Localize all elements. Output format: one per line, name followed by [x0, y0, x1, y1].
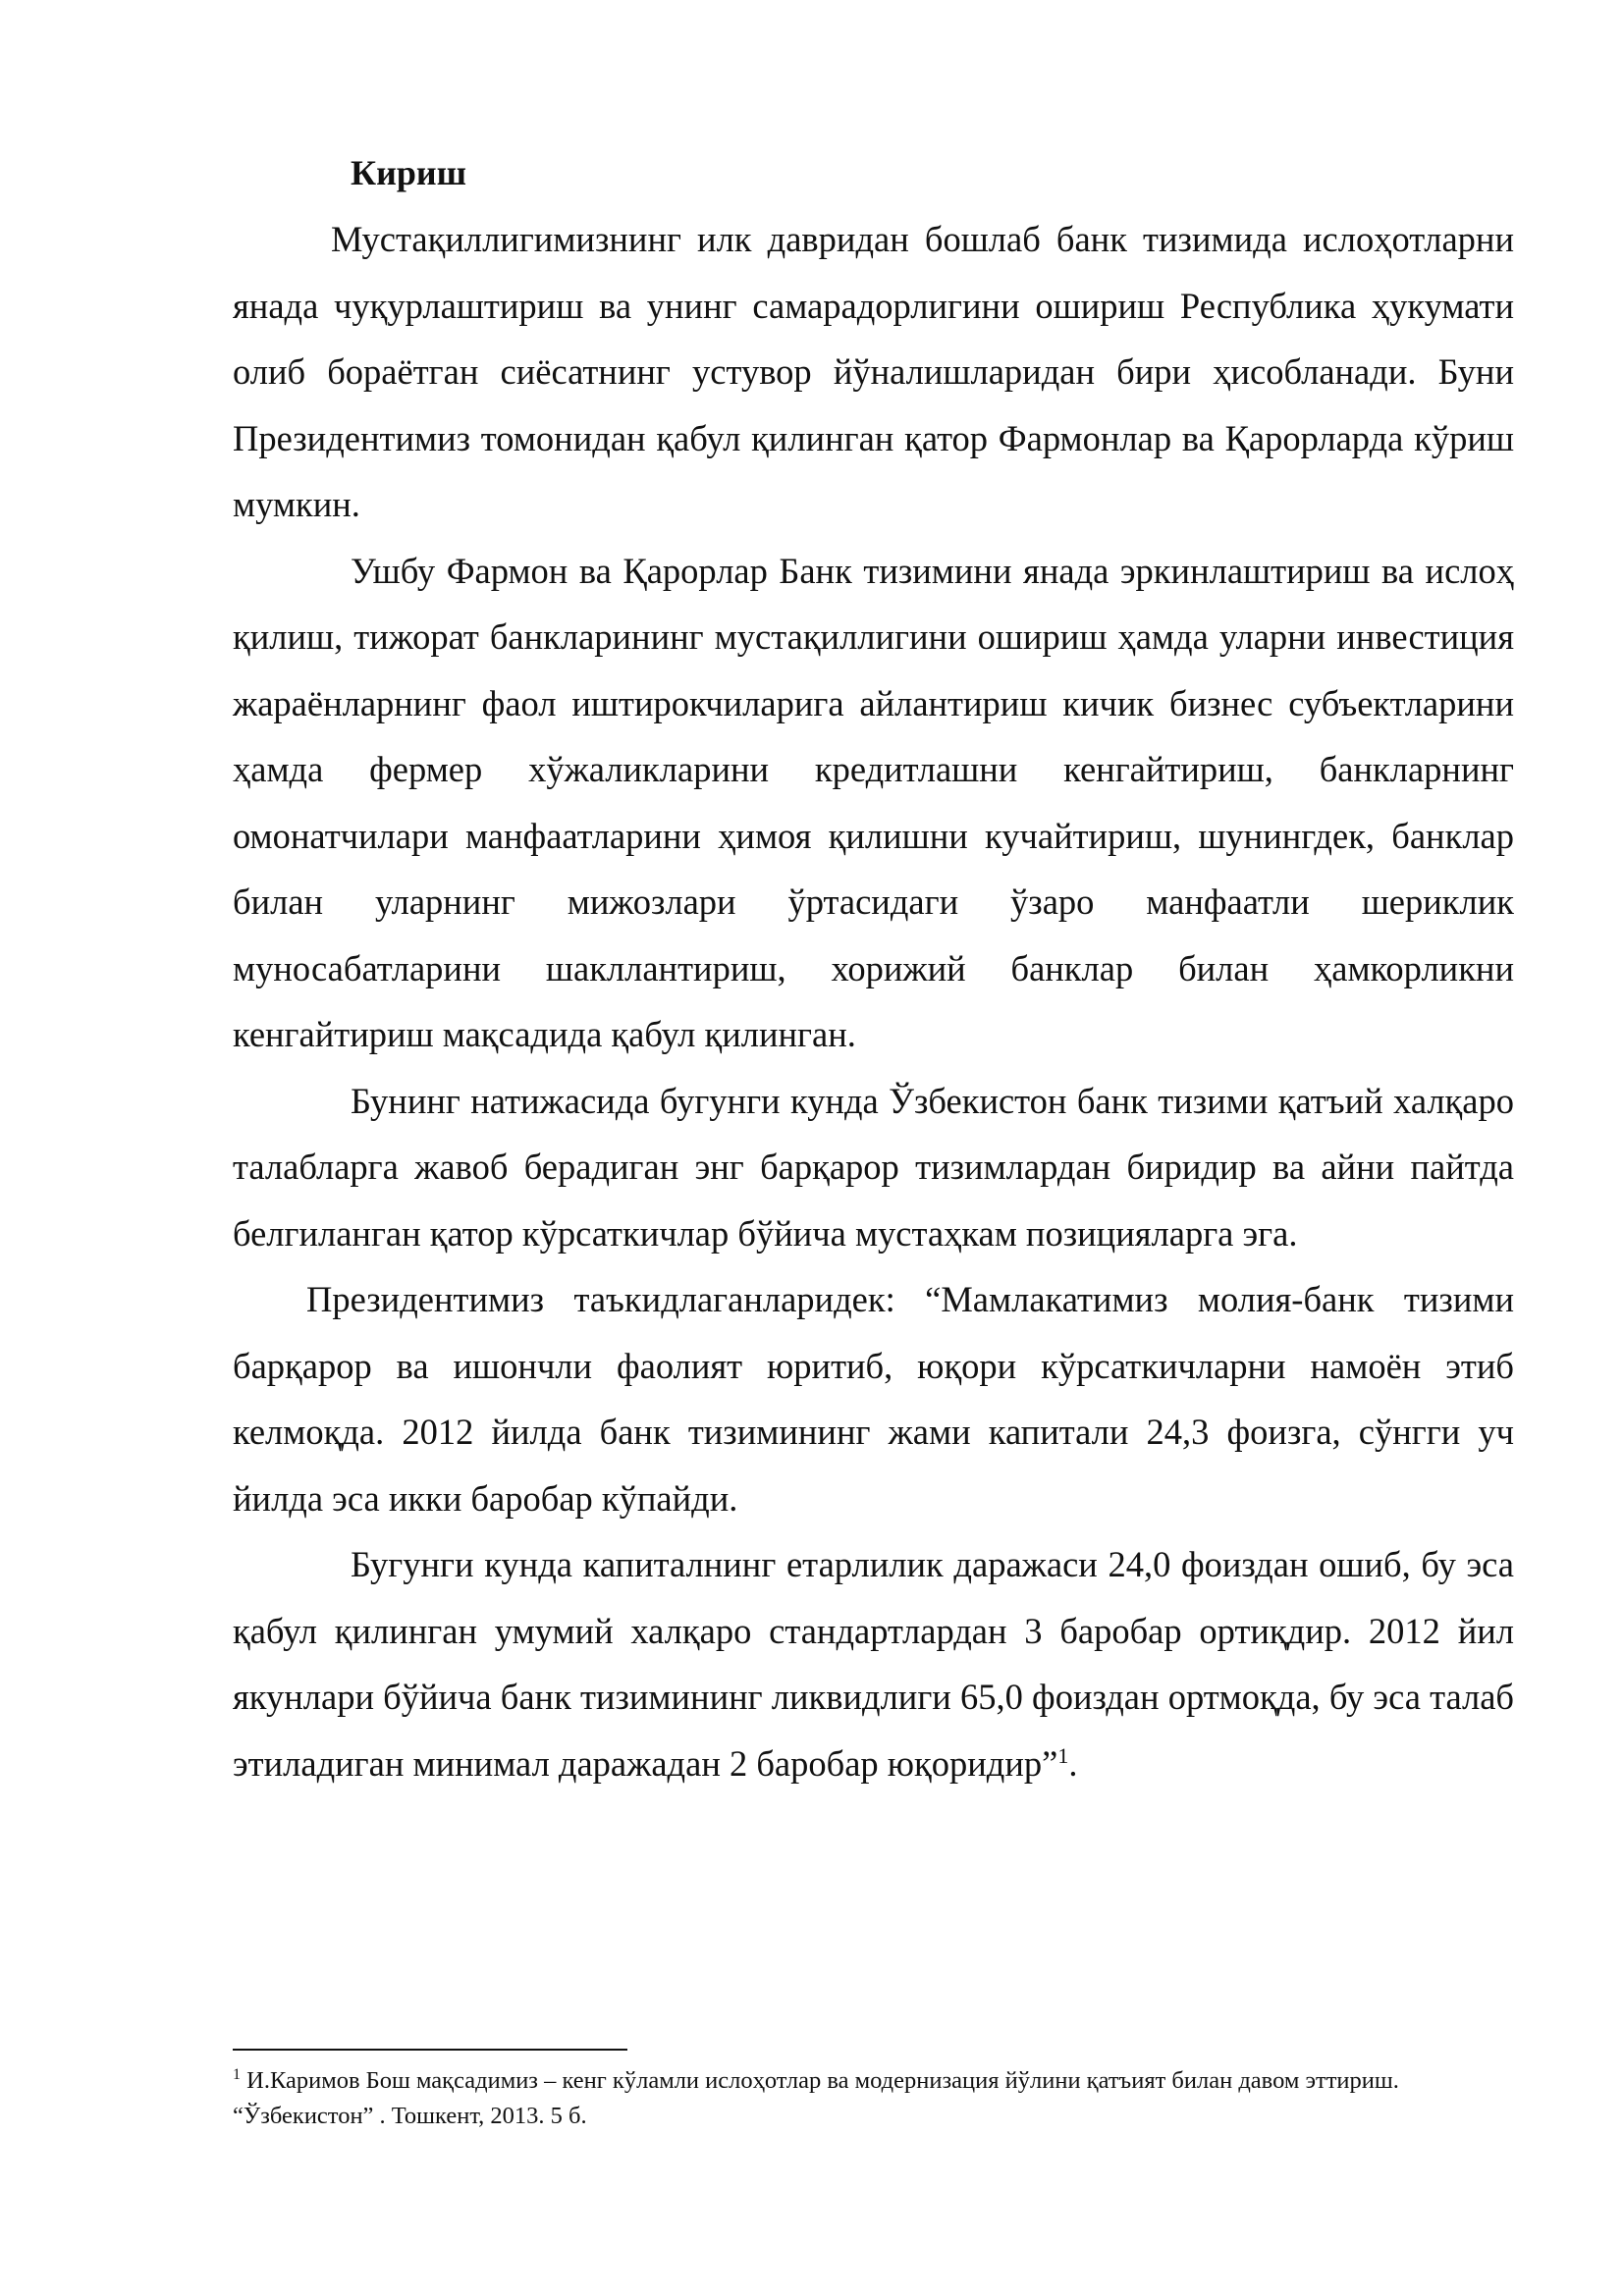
footnote — [233, 2063, 1411, 2134]
section-heading: Кириш — [351, 153, 467, 192]
footnote-separator — [233, 2049, 627, 2051]
paragraph-3: Бунинг натижасида бугунги кунда Ўзбекистон банк тизими қатъий халқаро талабларга жавоб берадиган энг барқарор тизимлардан биридир ва айни пайтда белгиланган қатор кўрсаткичлар бўйича мустаҳкам позицияларга эга. — [233, 1080, 1514, 1254]
footnote-reference[interactable]: 1 — [1057, 1742, 1069, 1768]
footnote-text: И.Каримов Бош мақсадимиз – кенг кўламли ислоҳотлар ва модернизация йўлини қатъият билан давом эттириш. “Ўзбекистон” . Тошкент, 2013. 5 б. — [233, 2067, 1399, 2129]
paragraph-1: Мустақиллигимизнинг илк давридан бошлаб банк тизимида ислоҳотларни янада чуқурлаштириш ва унинг самарадорлигини ошириш Республика ҳукумати олиб бораётган сиёсатнинг устувор йўналишларидан бири ҳисобланади. Буни Президентимиз томонидан қабул қилинган қатор Фармонлар ва Қарорларда кўриш мумкин. — [233, 219, 1514, 524]
paragraph-5 — [233, 1531, 1514, 1796]
paragraph-5-text: Бугунги кунда капиталнинг етарлилик даражаси 24,0 фоиздан ошиб, бу эса қабул қилинган умумий халқаро стандартлардан 3 баробар ортиқдир. 2012 йил якунлари бўйича банк тизимининг ликвидлиги 65,0 фоиздан ортмоқда, бу эса талаб этиладиган минимал даражадан 2 баробар юқоридир” — [233, 1544, 1514, 1784]
document-body — [233, 147, 1514, 1796]
paragraph-2: Ушбу Фармон ва Қарорлар Банк тизимини янада эркинлаштириш ва ислоҳ қилиш, тижорат банкларининг мустақиллигини ошириш ҳамда уларни инвестиция жараёнларнинг фаол иштирокчиларига айлантириш кичик бизнес субъектларини ҳамда фермер хўжаликларини кредитлашни кенгайтириш, банкларнинг омонатчилари манфаатларини ҳимоя қилишни кучайтириш, шунингдек, банклар билан уларнинг мижозлари ўртасидаги ўзаро манфаатли шериклик муносабатларини шакллантириш, хорижий банклар билан ҳамкорликни кенгайтириш мақсадида қабул қилинган. — [233, 550, 1514, 1054]
paragraph-4: Президентимиз таъкидлаганларидек: “Мамлакатимиз молия-банк тизими барқарор ва ишончли фаолият юритиб, юқори кўрсаткичларни намоён этиб келмоқда. 2012 йилда банк тизимининг жами капитали 24,3 фоизга, сўнгги уч йилда эса икки баробар кўпайди. — [233, 1279, 1514, 1519]
footnote-marker: 1 — [233, 2065, 241, 2083]
paragraph-5-tail: . — [1068, 1742, 1078, 1784]
